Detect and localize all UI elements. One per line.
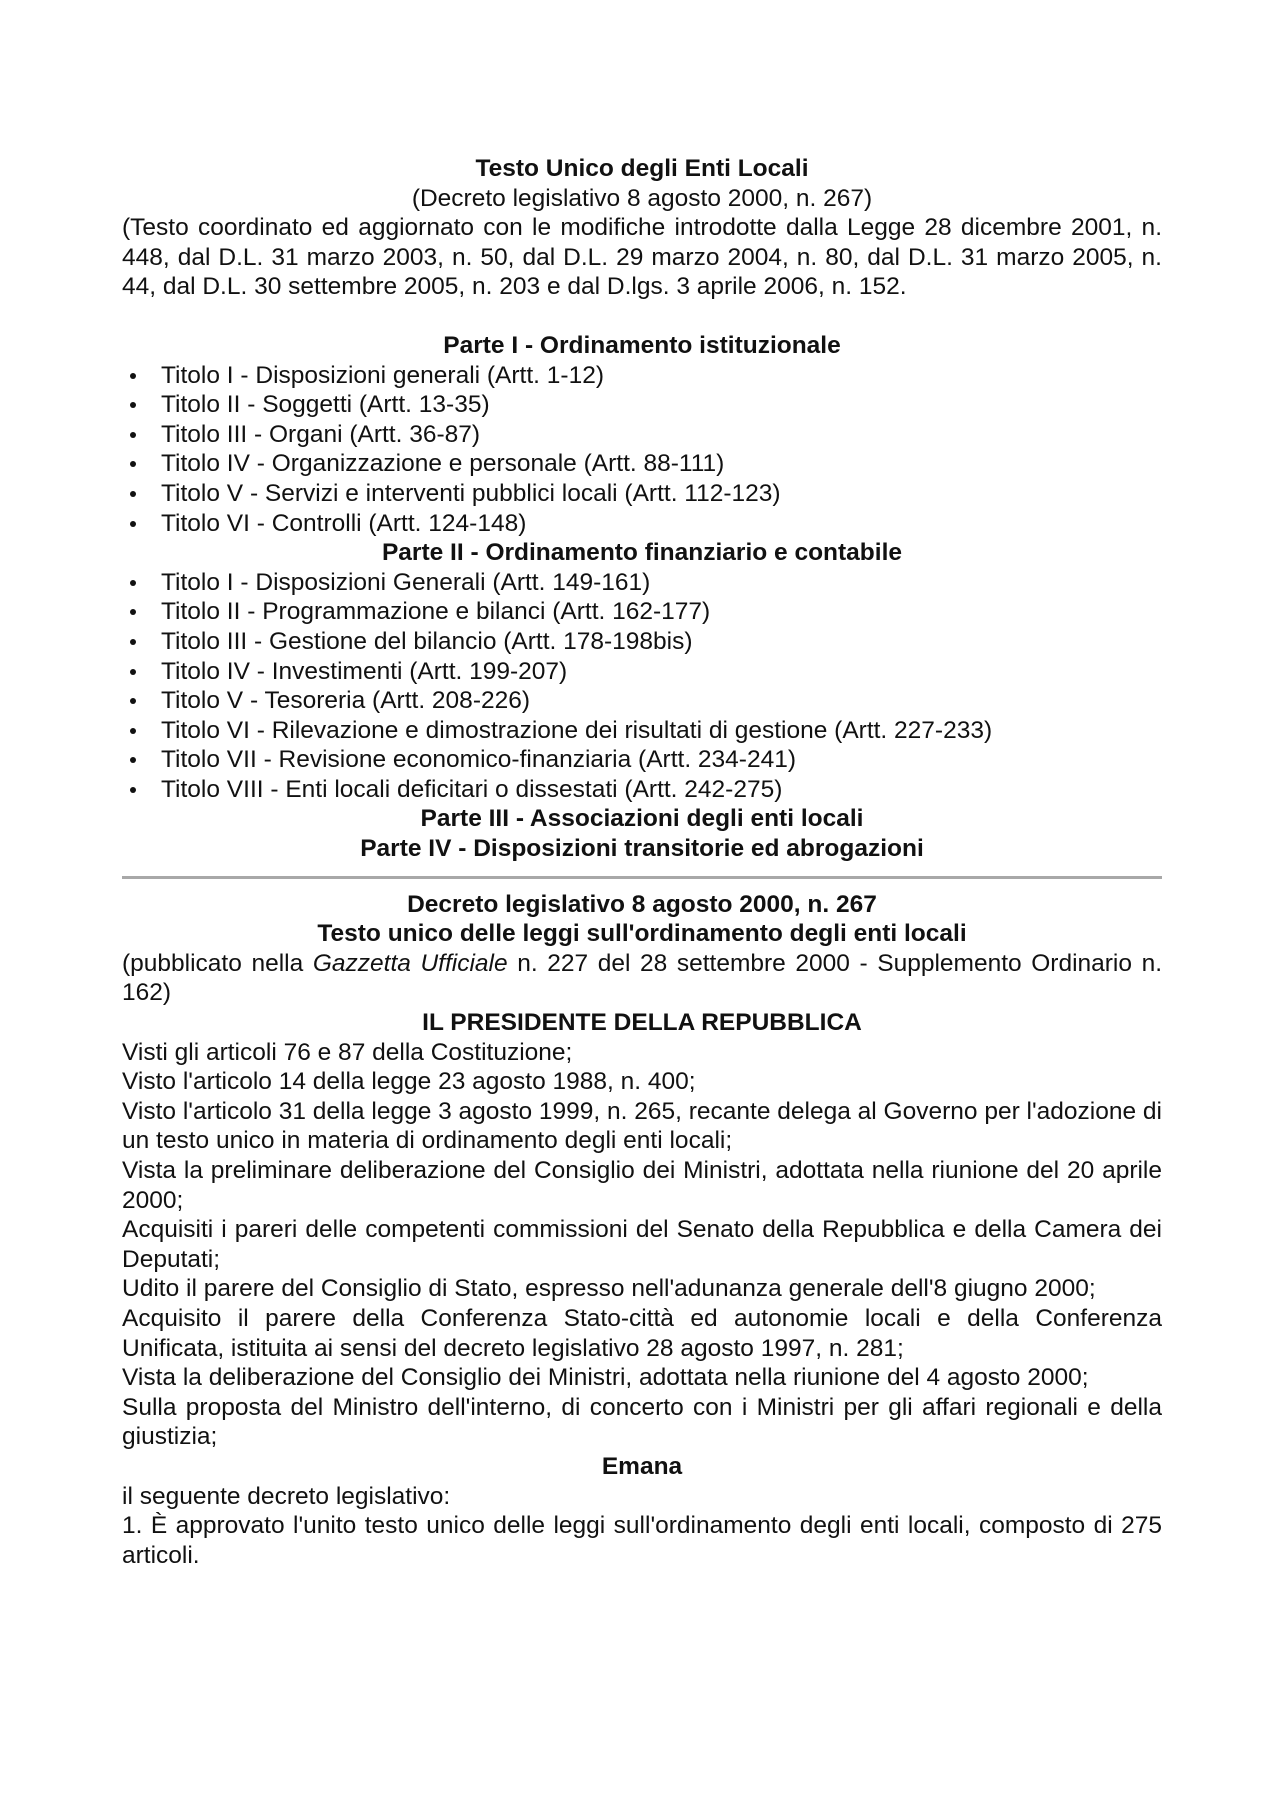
coordination-note: (Testo coordinato ed aggiornato con le modifiche introdotte dalla Legge 28 dicembre 2001, n. 448, dal D.L. 31 marzo 2003, n. 50, dal D.L. 29 marzo 2004, n. 80, dal D.L. 31 marzo 2005, n. 44, dal D.L. 30 settembre 2005, n. 203 e dal D.lgs. 3 aprile 2006, n. 152.: [122, 214, 1162, 301]
article-1: 1. È approvato l'unito testo unico delle leggi sull'ordinamento degli enti locali, composto di 275 articoli.: [122, 1512, 1162, 1569]
list-item: Titolo VII - Revisione economico-finanziaria (Artt. 234-241): [122, 745, 1162, 775]
bullet-icon: [130, 639, 136, 645]
list-item: Titolo V - Tesoreria (Artt. 208-226): [122, 686, 1162, 716]
preamble-paragraph: Visto l'articolo 31 della legge 3 agosto 1999, n. 265, recante delega al Governo per l'adozione di un testo unico in materia di ordinamento degli enti locali;: [122, 1097, 1162, 1155]
bullet-icon: [130, 432, 136, 438]
parte-2-heading: Parte II - Ordinamento finanziario e contabile: [381, 539, 903, 567]
preamble-paragraph: Acquisito il parere della Conferenza Stato-città ed autonomie locali e della Conferenza Unificata, istituita ai sensi del decreto legislativo 28 agosto 1997, n. 281;: [122, 1304, 1162, 1362]
publication-note: (pubblicato nella Gazzetta Ufficiale n. 227 del 28 settembre 2000 - Supplemento Ordinario n. 162): [122, 949, 1163, 1007]
list-item: Titolo II - Soggetti (Artt. 13-35): [122, 390, 1162, 420]
bullet-icon: [130, 698, 136, 704]
preamble-paragraph: Visto l'articolo 14 della legge 23 agosto 1988, n. 400;: [122, 1068, 696, 1096]
parte-4-heading: Parte IV - Disposizioni transitorie ed abrogazioni: [360, 835, 924, 863]
bullet-icon: [130, 609, 136, 615]
list-item: Titolo V - Servizi e interventi pubblici locali (Artt. 112-123): [122, 479, 1162, 509]
decree-subtitle: Testo unico delle leggi sull'ordinamento degli enti locali: [317, 920, 967, 948]
bullet-icon: [130, 580, 136, 586]
bullet-icon: [130, 728, 136, 734]
parte-1-heading: Parte I - Ordinamento istituzionale: [443, 331, 841, 359]
list-item: Titolo I - Disposizioni Generali (Artt. 149-161): [122, 568, 1162, 598]
preamble-paragraph: Acquisiti i pareri delle competenti commissioni del Senato della Repubblica e della Camera dei Deputati;: [122, 1216, 1162, 1273]
preamble-paragraph: Vista la preliminare deliberazione del Consiglio dei Ministri, adottata nella riunione del 20 aprile 2000;: [122, 1157, 1162, 1214]
list-item: Titolo III - Gestione del bilancio (Artt. 178-198bis): [122, 627, 1162, 657]
bullet-icon: [130, 787, 136, 793]
list-item: Titolo VI - Controlli (Artt. 124-148): [122, 509, 1162, 539]
preamble-paragraph: Udito il parere del Consiglio di Stato, espresso nell'adunanza generale dell'8 giugno 2000;: [122, 1275, 1096, 1303]
decree-intro: il seguente decreto legislativo:: [122, 1482, 451, 1510]
parte-1-list: [122, 361, 1162, 539]
preamble-paragraph: Sulla proposta del Ministro dell'interno, di concerto con i Ministri per gli affari regionali e della giustizia;: [122, 1393, 1162, 1451]
list-item: Titolo II - Programmazione e bilanci (Artt. 162-177): [122, 597, 1162, 627]
bullet-icon: [130, 757, 136, 763]
horizontal-divider: [122, 876, 1162, 879]
bullet-icon: [130, 669, 136, 675]
decree-title: Decreto legislativo 8 agosto 2000, n. 267: [407, 890, 877, 918]
list-item: Titolo IV - Organizzazione e personale (Artt. 88-111): [122, 449, 1162, 479]
parte-2-list: [122, 568, 1162, 805]
gazzetta-ufficiale-text: Gazzetta Ufficiale: [312, 949, 508, 977]
document-subtitle: (Decreto legislativo 8 agosto 2000, n. 267): [411, 184, 873, 212]
list-item: Titolo VI - Rilevazione e dimostrazione dei risultati di gestione (Artt. 227-233): [122, 716, 1162, 746]
parte-3-heading: Parte III - Associazioni degli enti locali: [420, 805, 864, 833]
bullet-icon: [130, 373, 136, 379]
document-title: Testo Unico degli Enti Locali: [475, 155, 809, 182]
list-item: Titolo IV - Investimenti (Artt. 199-207): [122, 657, 1162, 687]
list-item: Titolo VIII - Enti locali deficitari o dissestati (Artt. 242-275): [122, 775, 1162, 805]
document-body: [122, 154, 1162, 1570]
bullet-icon: [130, 491, 136, 497]
president-heading: IL PRESIDENTE DELLA REPUBBLICA: [422, 1009, 862, 1037]
bullet-icon: [130, 402, 136, 408]
spacer: [122, 302, 1162, 331]
list-item: Titolo III - Organi (Artt. 36-87): [122, 420, 1162, 450]
bullet-icon: [130, 461, 136, 467]
bullet-icon: [130, 521, 136, 527]
emana-heading: Emana: [601, 1452, 683, 1480]
list-item: Titolo I - Disposizioni generali (Artt. 1-12): [122, 361, 1162, 391]
preamble-paragraph: Vista la deliberazione del Consiglio dei Ministri, adottata nella riunione del 4 agosto 2000;: [122, 1364, 1089, 1392]
preamble-paragraph: Visti gli articoli 76 e 87 della Costituzione;: [122, 1038, 573, 1066]
